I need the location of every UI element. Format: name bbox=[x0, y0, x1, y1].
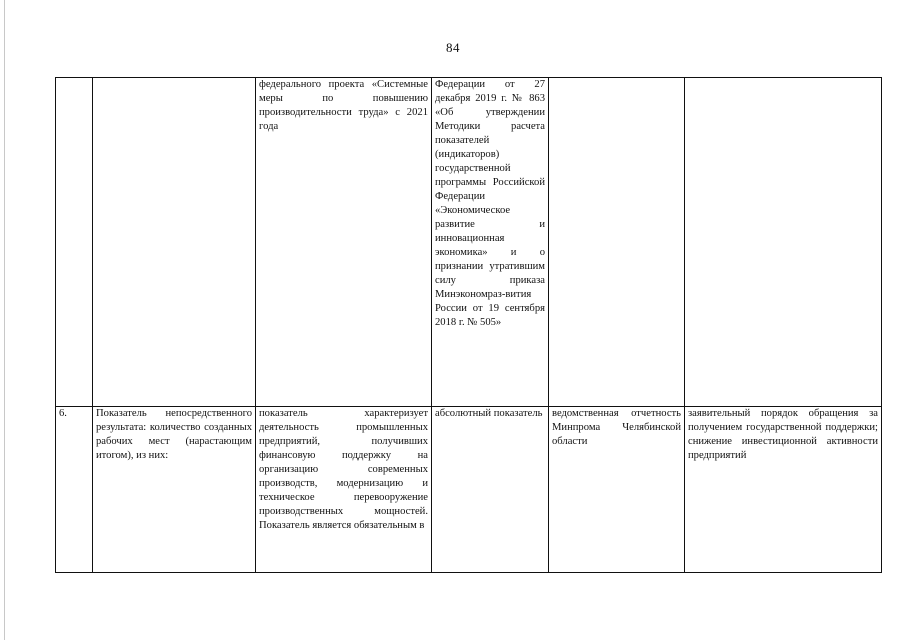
cell-number bbox=[56, 78, 93, 407]
page-edge-line bbox=[4, 0, 5, 640]
indicators-table bbox=[55, 77, 882, 573]
page-number: 84 bbox=[446, 40, 460, 55]
cell-description: показатель характеризует деятельность промышленных предприятий, получивших финансовую поддержку на организацию современных производств, модернизацию и техническое перевооружение производственных мощностей. Показатель является обязательным в bbox=[256, 407, 432, 573]
cell-indicator: Показатель непосредственного результата: количество созданных рабочих мест (нарастающим итогом), из них: bbox=[93, 407, 256, 573]
table-row-continuation bbox=[56, 78, 882, 407]
cell-indicator bbox=[93, 78, 256, 407]
cell-factors: заявительный порядок обращения за получением государственной поддержки; снижение инвестиционной активности предприятий bbox=[685, 407, 882, 573]
cell-number: 6. bbox=[56, 407, 93, 573]
cell-source: ведомственная отчетность Минпрома Челябинской области bbox=[549, 407, 685, 573]
cell-unit: Федерации от 27 декабря 2019 г. № 863 «Об утверждении Методики расчета показателей (индикаторов) государственной программы Российской Федерации «Экономическое развитие и инновационная экономика» и о признании утратившим силу приказа Минэкономраз-вития России от 19 сентября 2018 г. № 505» bbox=[432, 78, 549, 407]
cell-factors bbox=[685, 78, 882, 407]
cell-unit: абсолютный показатель bbox=[432, 407, 549, 573]
table-row-6 bbox=[56, 407, 882, 573]
cell-description: федерального проекта «Системные меры по повышению производительности труда» с 2021 года bbox=[256, 78, 432, 407]
cell-source bbox=[549, 78, 685, 407]
